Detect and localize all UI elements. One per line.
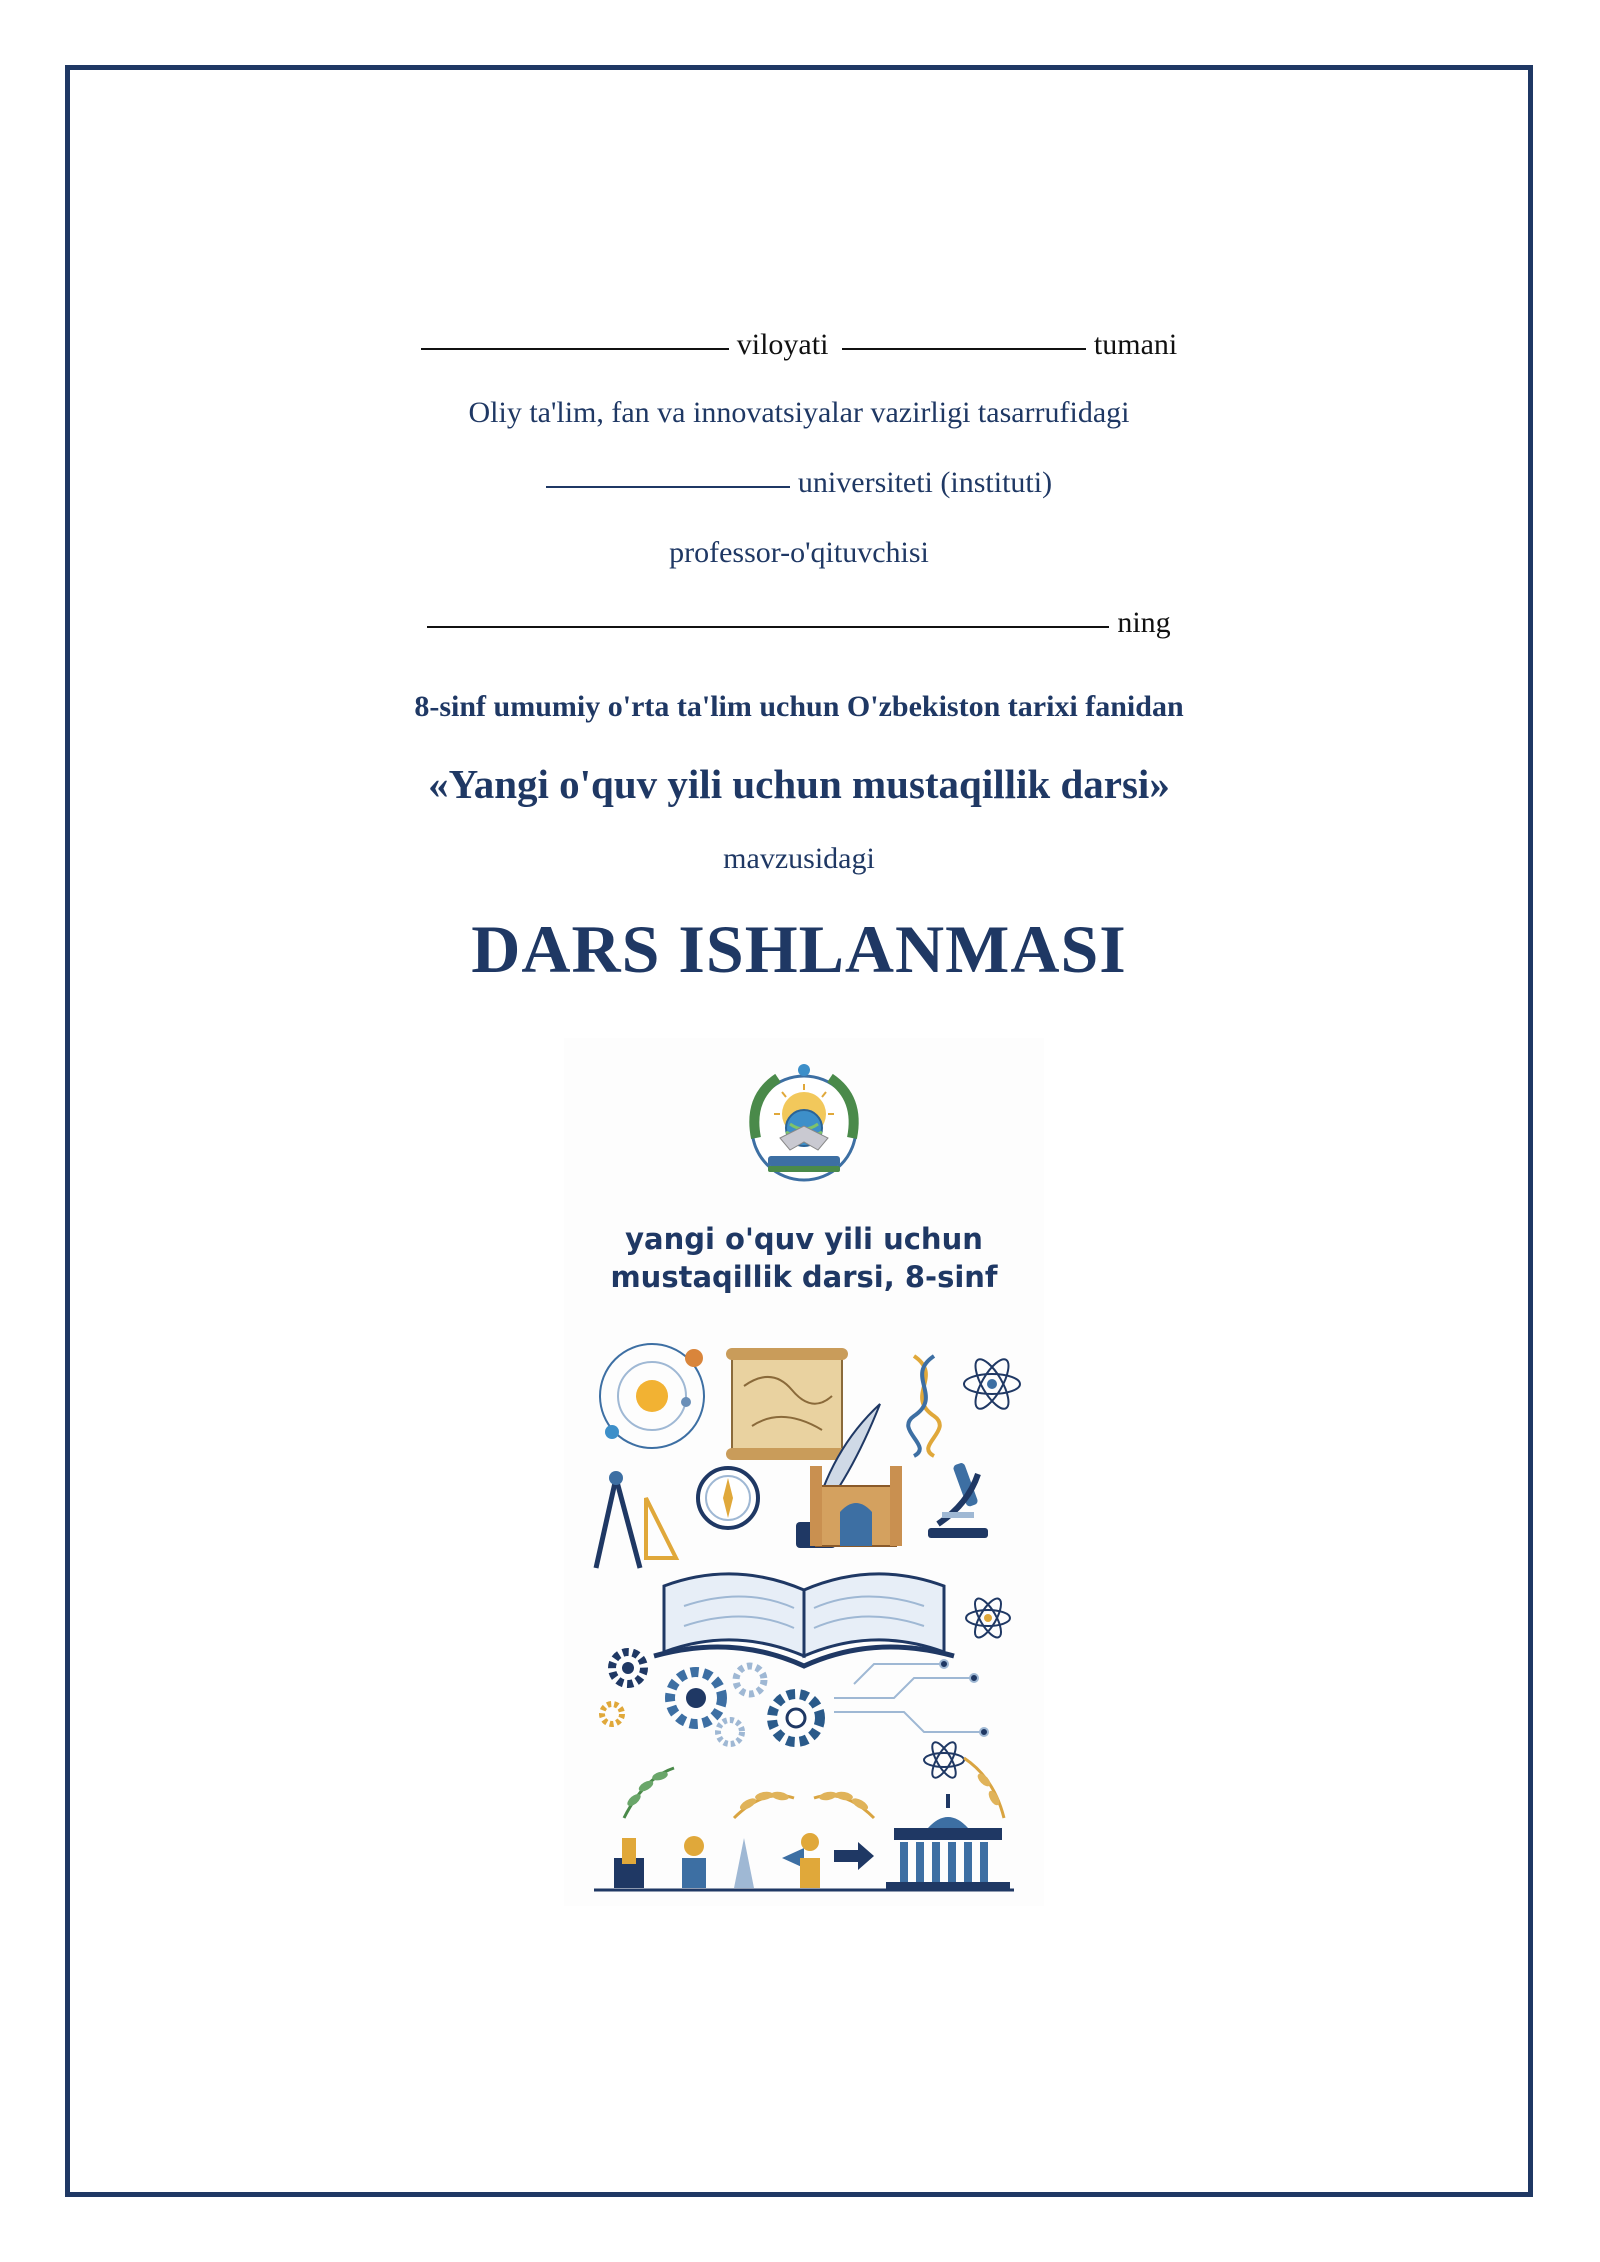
state-emblem-icon bbox=[752, 1064, 856, 1180]
laurel-right-icon bbox=[964, 1758, 1004, 1818]
laurel-gold-left-icon bbox=[734, 1790, 794, 1818]
position-line: professor-o'qituvchisi bbox=[669, 536, 929, 569]
laurel-left-icon bbox=[624, 1768, 674, 1818]
atom-third-icon bbox=[924, 1739, 964, 1781]
topic-suffix: mavzusidagi bbox=[723, 842, 875, 875]
region-district-line bbox=[70, 328, 1528, 362]
figures-icon bbox=[614, 1833, 874, 1888]
ministry-line: Oliy ta'lim, fan va innovatsiyalar vazirligi tasarrufidagi bbox=[468, 396, 1130, 429]
solar-system-icon bbox=[600, 1344, 704, 1448]
region-suffix: viloyati bbox=[736, 328, 829, 361]
drafting-tools-icon bbox=[596, 1471, 676, 1568]
title-page bbox=[70, 70, 1528, 2192]
lesson-topic: «Yangi o'quv yili uchun mustaqillik darsi» bbox=[428, 761, 1170, 807]
circuit-icon bbox=[834, 1660, 988, 1736]
university-suffix: universiteti (instituti) bbox=[797, 466, 1053, 499]
poster-caption bbox=[564, 1220, 1044, 1296]
poster-caption-line2: mustaqillik darsi, 8-sinf bbox=[610, 1260, 998, 1294]
map-scroll-icon bbox=[726, 1348, 848, 1460]
compass-icon bbox=[698, 1468, 758, 1528]
laurel-gold-right-icon bbox=[814, 1790, 874, 1818]
teacher-name-line bbox=[70, 606, 1528, 640]
microscope-icon bbox=[928, 1462, 988, 1538]
name-suffix: ning bbox=[1117, 606, 1171, 639]
atom-small-icon bbox=[966, 1595, 1010, 1641]
university-blank bbox=[546, 484, 790, 488]
teacher-name-blank bbox=[427, 624, 1109, 628]
poster-caption-line1: yangi o'quv yili uchun bbox=[625, 1222, 983, 1256]
open-book-icon bbox=[654, 1574, 954, 1666]
historic-building-icon bbox=[810, 1466, 902, 1546]
district-suffix: tumani bbox=[1093, 328, 1178, 361]
district-blank bbox=[842, 346, 1086, 350]
region-blank bbox=[421, 346, 729, 350]
university-line bbox=[70, 466, 1528, 500]
subject-line: 8-sinf umumiy o'rta ta'lim uchun O'zbekiston tarixi fanidan bbox=[414, 690, 1184, 723]
document-title: DARS ISHLANMASI bbox=[471, 911, 1127, 987]
dna-icon bbox=[908, 1356, 940, 1456]
atom-icon bbox=[964, 1355, 1020, 1413]
poster-illustration bbox=[564, 1038, 1044, 1906]
gears-icon bbox=[602, 1652, 820, 1744]
government-building-icon bbox=[886, 1794, 1010, 1890]
lesson-poster-image bbox=[564, 1038, 1044, 1906]
